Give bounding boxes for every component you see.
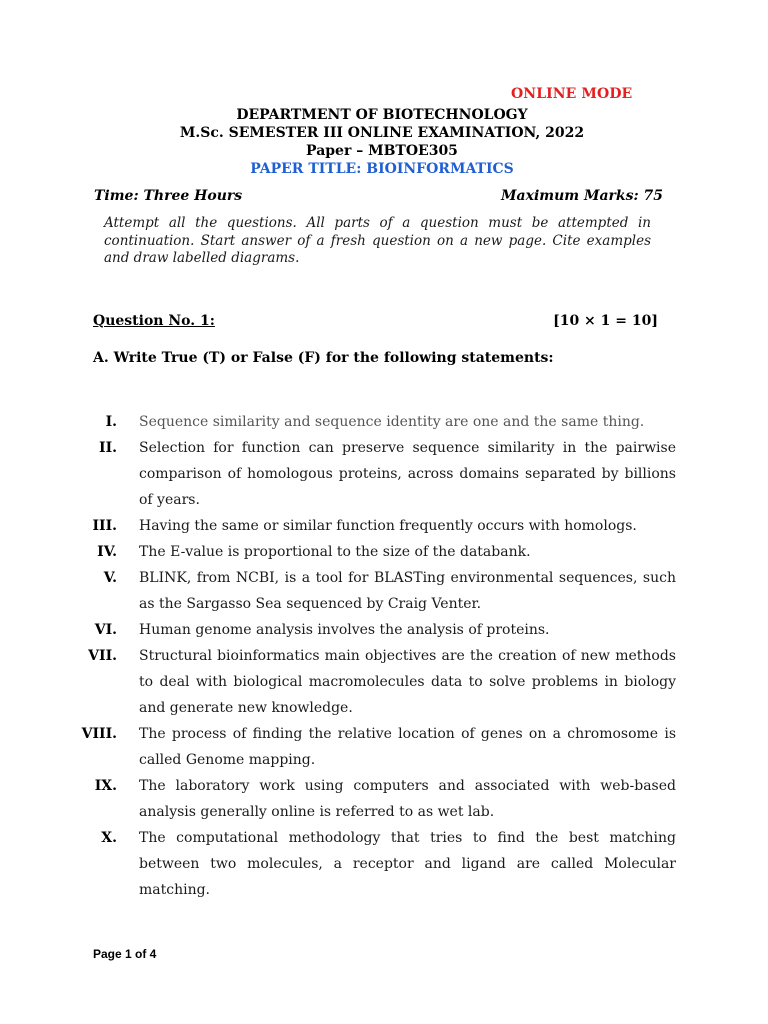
item-numeral: VIII. [81, 726, 117, 742]
item-numeral: II. [99, 440, 117, 456]
online-mode-label: ONLINE MODE [511, 86, 633, 102]
time-label: Time: Three Hours [94, 188, 243, 204]
list-item [0, 435, 768, 513]
instructions-paragraph: Attempt all the questions. All parts of a question must be attempted in continuation. Start answer of a fresh question on a new page. Cite examples and draw labelled diagrams. [104, 215, 651, 266]
statement-list [0, 409, 768, 903]
part-a-heading: A. Write True (T) or False (F) for the following statements: [93, 350, 554, 366]
list-item [0, 825, 768, 903]
semester-heading: M.Sc. SEMESTER III ONLINE EXAMINATION, 2022 [179, 125, 585, 141]
list-item [0, 643, 768, 721]
paper-title-heading: PAPER TITLE: BIOINFORMATICS [250, 161, 514, 177]
item-text: The computational methodology that tries to find the best matching between two molecules, a receptor and ligand are called Molecular matching. [139, 830, 676, 898]
item-numeral: IV. [97, 544, 117, 560]
item-text: The E-value is proportional to the size of the databank. [139, 544, 531, 560]
item-numeral: I. [105, 414, 117, 430]
question-number: Question No. 1: [93, 313, 215, 329]
max-marks-label: Maximum Marks: 75 [501, 188, 663, 204]
list-item [0, 617, 768, 643]
list-item [0, 409, 768, 435]
item-numeral: V. [103, 570, 117, 586]
item-text: Selection for function can preserve sequence similarity in the pairwise comparison of homologous proteins, across domains separated by billions of years. [139, 440, 676, 508]
item-text: Human genome analysis involves the analysis of proteins. [139, 622, 550, 638]
item-text: Having the same or similar function frequently occurs with homologs. [139, 518, 637, 534]
department-heading: DEPARTMENT OF BIOTECHNOLOGY [236, 107, 528, 123]
item-text: BLINK, from NCBI, is a tool for BLASTing environmental sequences, such as the Sargasso Sea sequenced by Craig Venter. [139, 570, 676, 612]
item-numeral: VI. [94, 622, 117, 638]
item-text: The process of finding the relative location of genes on a chromosome is called Genome mapping. [139, 726, 676, 768]
list-item [0, 513, 768, 539]
item-numeral: X. [101, 830, 117, 846]
question-marks: [10 × 1 = 10] [553, 313, 658, 329]
item-text: Sequence similarity and sequence identity are one and the same thing. [139, 414, 645, 430]
page-number: Page 1 of 4 [93, 947, 157, 961]
paper-code-heading: Paper – MBTOE305 [306, 143, 458, 159]
list-item [0, 773, 768, 825]
list-item [0, 565, 768, 617]
item-text: The laboratory work using computers and associated with web-based analysis generally online is referred to as wet lab. [139, 778, 676, 820]
list-item [0, 721, 768, 773]
item-numeral: III. [92, 518, 117, 534]
item-numeral: VII. [88, 648, 117, 664]
item-text: Structural bioinformatics main objectives are the creation of new methods to deal with biological macromolecules data to solve problems in biology and generate new knowledge. [139, 648, 676, 716]
item-numeral: IX. [94, 778, 117, 794]
list-item [0, 539, 768, 565]
